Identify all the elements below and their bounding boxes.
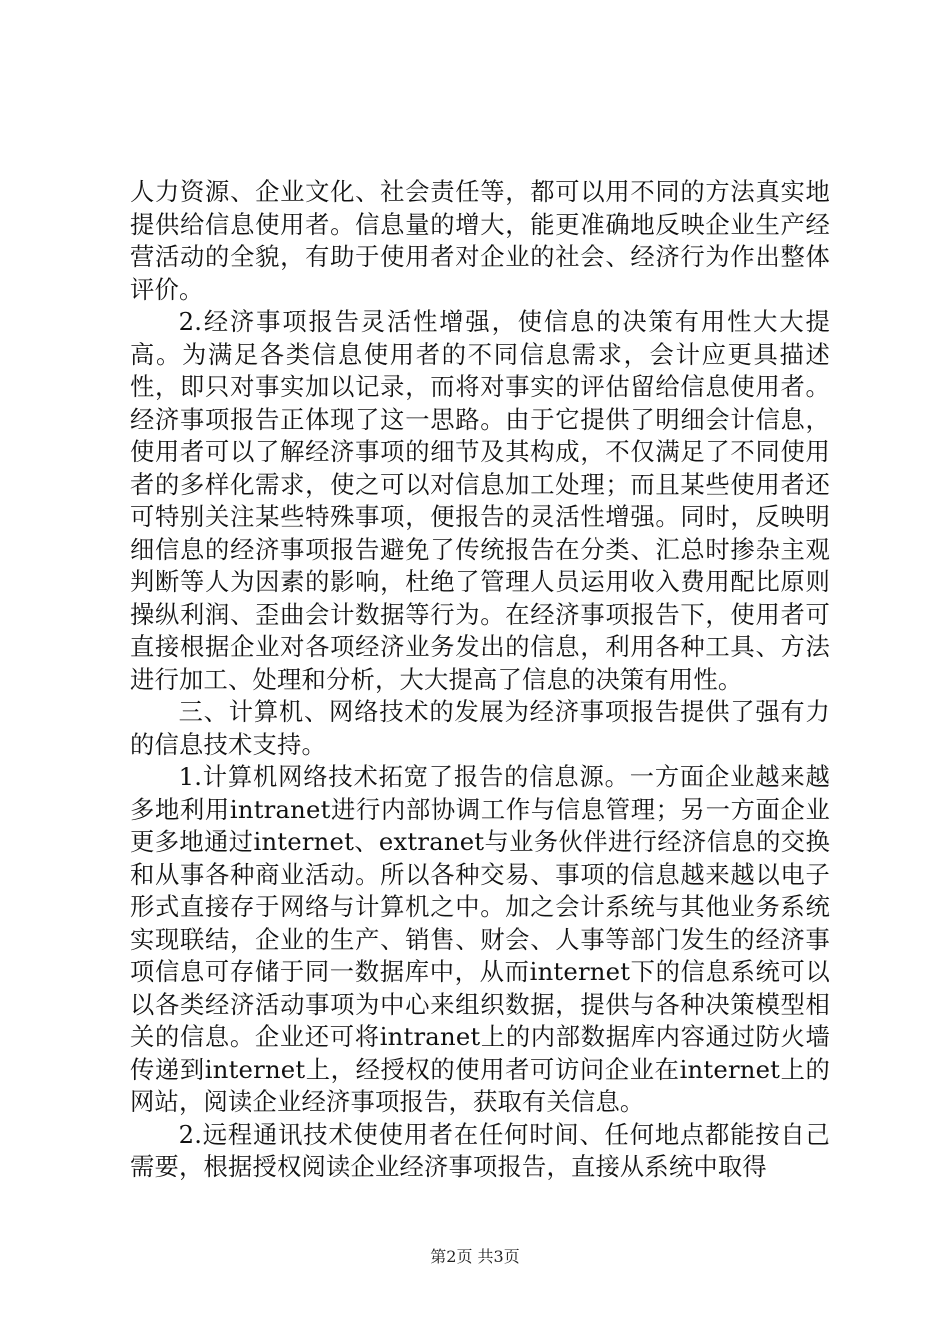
document-body	[130, 176, 830, 1184]
paragraph-2: 2.经济事项报告灵活性增强，使信息的决策有用性大大提高。为满足各类信息使用者的不同信息需求，会计应更具描述性，即只对事实加以记录，而将对事实的评估留给信息使用者。经济事项报告正体现了这一思路。由于它提供了明细会计信息，使用者可以了解经济事项的细节及其构成，不仅满足了不同使用者的多样化需求，使之可以对信息加工处理；而且某些使用者还可特别关注某些特殊事项，便报告的灵活性增强。同时，反映明细信息的经济事项报告避免了传统报告在分类、汇总时掺杂主观判断等人为因素的影响，杜绝了管理人员运用收入费用配比原则操纵利润、歪曲会计数据等行为。在经济事项报告下，使用者可直接根据企业对各项经济业务发出的信息，利用各种工具、方法进行加工、处理和分析，大大提高了信息的决策有用性。	[130, 307, 830, 694]
paragraph-5: 2.远程通讯技术使使用者在任何时间、任何地点都能按自己需要，根据授权阅读企业经济事项报告，直接从系统中取得	[130, 1119, 830, 1181]
paragraph-3-heading: 三、计算机、网络技术的发展为经济事项报告提供了强有力的信息技术支持。	[130, 697, 830, 759]
page-footer: 第2页 共3页	[430, 1247, 520, 1266]
paragraph-1: 人力资源、企业文化、社会责任等，都可以用不同的方法真实地提供给信息使用者。信息量的增大，能更准确地反映企业生产经营活动的全貌，有助于使用者对企业的社会、经济行为作出整体评价。	[130, 177, 830, 304]
paragraph-4: 1.计算机网络技术拓宽了报告的信息源。一方面企业越来越多地利用intranet进行内部协调工作与信息管理；另一方面企业更多地通过internet、extranet与业务伙伴进行经济信息的交换和从事各种商业活动。所以各种交易、事项的信息越来越以电子形式直接存于网络与计算机之中。加之会计系统与其他业务系统实现联结，企业的生产、销售、财会、人事等部门发生的经济事项信息可存储于同一数据库中，从而internet下的信息系统可以以各类经济活动事项为中心来组织数据，提供与各种决策模型相关的信息。企业还可将intranet上的内部数据库内容通过防火墙传递到internet上，经授权的使用者可访问企业在internet上的网站，阅读企业经济事项报告，获取有关信息。	[130, 762, 830, 1116]
